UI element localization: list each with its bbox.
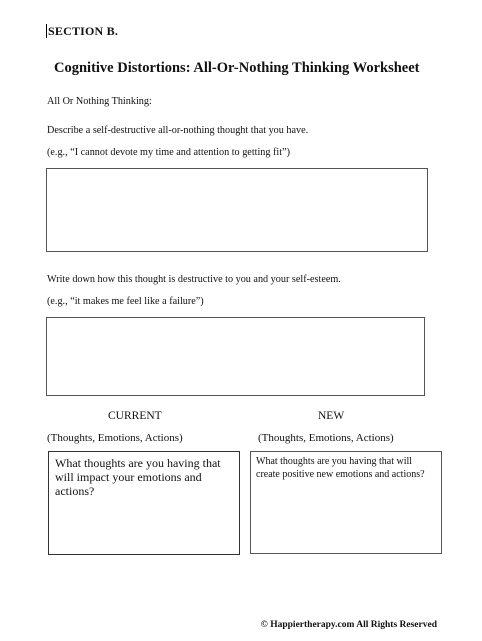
question2-answer-box[interactable] [46, 317, 425, 396]
copyright-footer: © Happiertherapy.com All Rights Reserved [260, 620, 437, 630]
question1-example: (e.g., “I cannot devote my time and attention to getting fit”) [47, 147, 291, 158]
intro-heading: All Or Nothing Thinking: [47, 96, 152, 107]
text-cursor [46, 24, 47, 38]
new-thoughts-prompt: What thoughts are you having that will create positive new emotions and actions? [256, 456, 425, 480]
current-thoughts-box[interactable] [48, 451, 240, 555]
new-thoughts-box[interactable] [250, 451, 442, 554]
worksheet-title: Cognitive Distortions: All-Or-Nothing Thinking Worksheet [54, 60, 420, 76]
current-column-subheading: (Thoughts, Emotions, Actions) [47, 432, 183, 444]
question2-example: (e.g., “it makes me feel like a failure”) [47, 296, 204, 307]
current-thoughts-prompt: What thoughts are you having that will impact your emotions and actions? [55, 456, 221, 498]
new-column-heading: NEW [318, 410, 345, 422]
section-label: SECTION B. [48, 24, 119, 38]
current-column-heading: CURRENT [108, 410, 162, 422]
question1-prompt: Describe a self-destructive all-or-nothing thought that you have. [47, 125, 309, 136]
question2-prompt: Write down how this thought is destructive to you and your self-esteem. [47, 274, 341, 285]
question1-answer-box[interactable] [46, 168, 428, 252]
new-column-subheading: (Thoughts, Emotions, Actions) [258, 432, 394, 444]
